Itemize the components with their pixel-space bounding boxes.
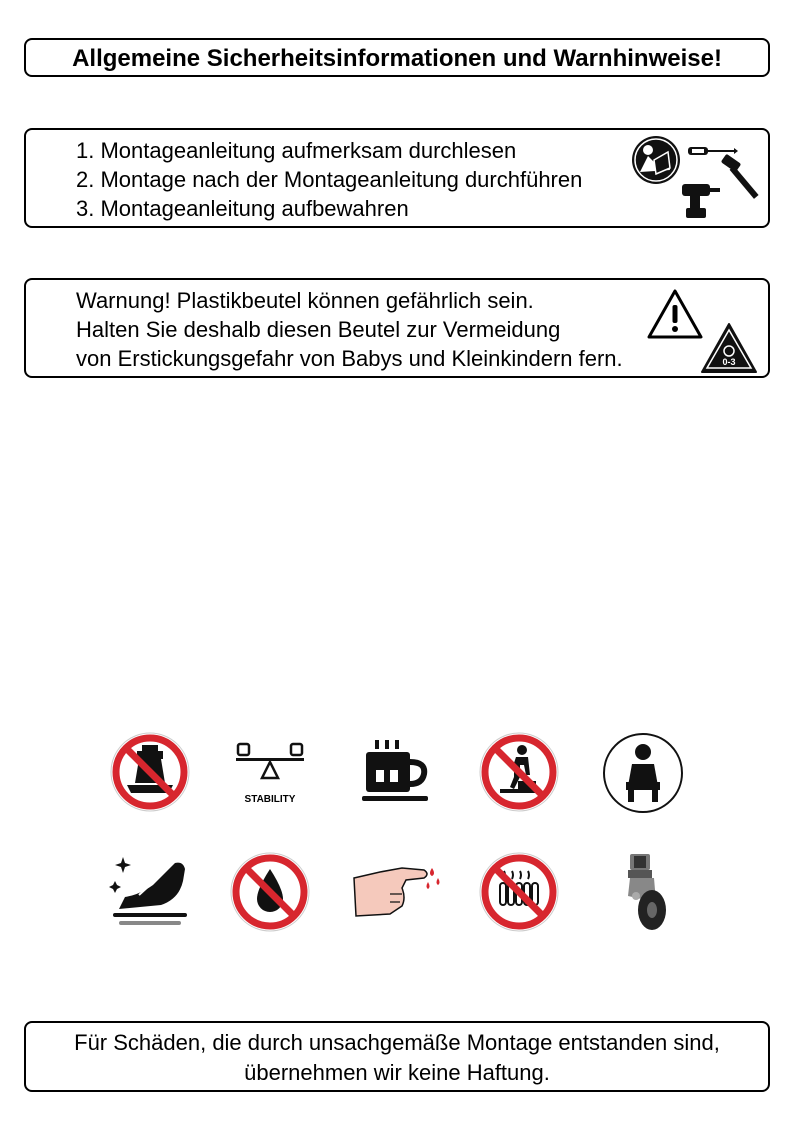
- drill-icon: [676, 180, 722, 220]
- step-2: 2. Montage nach der Montageanleitung durchführen: [76, 167, 583, 192]
- step-3: 3. Montageanleitung aufbewahren: [76, 196, 409, 221]
- no-hot-items-icon: [358, 738, 430, 806]
- warning-line-2: Halten Sie deshalb diesen Beutel zur Vermeidung: [76, 317, 561, 342]
- disclaimer-line-1: Für Schäden, die durch unsachgemäße Montage entstanden sind,: [74, 1030, 720, 1055]
- title-box: [24, 38, 770, 77]
- liability-disclaimer-box: [24, 1021, 770, 1092]
- age-warning-icon: [700, 322, 758, 374]
- read-manual-icon: [630, 134, 682, 186]
- clean-surface-icon: [109, 855, 191, 927]
- no-liquid-icon: [229, 851, 311, 933]
- warning-triangle-icon: [646, 288, 704, 340]
- step-1: 1. Montageanleitung aufmerksam durchlesen: [76, 138, 517, 163]
- warning-line-3: von Erstickungsgefahr von Babys und Kleinkindern fern.: [76, 346, 623, 371]
- assembly-steps-box: [24, 128, 770, 228]
- stability-icon: [232, 740, 308, 806]
- no-heavy-load-icon: [109, 731, 191, 813]
- page-title: Allgemeine Sicherheitsinformationen und Warnhinweise!: [72, 45, 722, 72]
- warning-line-1: Warnung! Plastikbeutel können gefährlich sein.: [76, 288, 534, 313]
- sit-correctly-icon: [602, 732, 684, 814]
- no-stepping-icon: [478, 731, 560, 813]
- stability-label: STABILITY: [244, 794, 296, 805]
- plastic-bag-warning-box: [24, 278, 770, 378]
- hammer-icon: [720, 154, 762, 204]
- injury-finger-icon: [350, 858, 446, 920]
- age-badge-label: 0-3: [722, 357, 736, 367]
- disclaimer-line-2: übernehmen wir keine Haftung.: [244, 1060, 550, 1085]
- no-heat-source-icon: [478, 851, 560, 933]
- caster-wheel-icon: [614, 852, 674, 936]
